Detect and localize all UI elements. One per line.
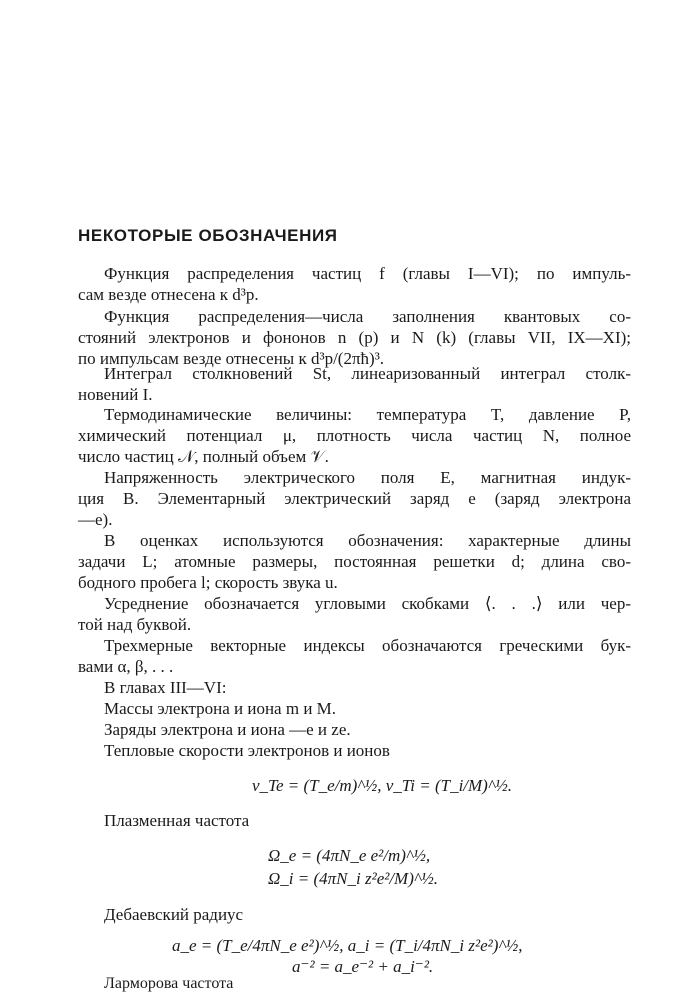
text-line: сам везде отнесена к d³p. [78,285,259,304]
text-line: Напряженность электрического поля E, магнитная индук- [104,468,631,487]
text-line: Трехмерные векторные индексы обозначаются греческими бук- [104,636,631,655]
text-line: Тепловые скорости электронов и ионов [104,741,390,760]
debye-radius-label: Дебаевский радиус [104,905,244,924]
text-line: Функция распределения—числа заполнения квантовых со- [104,307,631,326]
text-line: бодного пробега l; скорость звука u. [78,573,338,592]
formula-thermal-velocity: v_Te = (T_e/m)^½, v_Ti = (T_i/M)^½. [252,776,513,795]
formula-plasma-ion: Ω_i = (4πN_i z²e²/M)^½. [268,869,439,888]
text-line: задачи L; атомные размеры, постоянная решетки d; длина сво- [78,552,631,571]
text-line: по импульсам везде отнесены к d³p/(2πħ)³. [78,349,385,368]
text-line: Функция распределения частиц f (главы I—VI); по импуль- [104,264,631,283]
text-line: химический потенциал μ, плотность числа частиц N, полное [78,426,631,445]
text-line: Заряды электрона и иона —e и ze. [104,720,351,739]
plasma-frequency-label: Плазменная частота [104,811,250,830]
text-line: В главах III—VI: [104,678,227,697]
section-heading: НЕКОТОРЫЕ ОБОЗНАЧЕНИЯ [78,226,338,245]
larmor-frequency-label: Ларморова частота [104,975,234,992]
text-line: новений I. [78,385,153,404]
text-line: ция B. Элементарный электрический заряд e (заряд электрона [78,489,631,508]
formula-debye-total: a⁻² = a_e⁻² + a_i⁻². [292,957,434,976]
text-line: В оценках используются обозначения: характерные длины [104,531,631,550]
text-line: Интеграл столкновений St, линеаризованный интеграл столк- [104,364,631,383]
text-line: вами α, β, . . . [78,657,174,676]
text-line: —e). [78,510,113,529]
formula-debye-radius: a_e = (T_e/4πN_e e²)^½, a_i = (T_i/4πN_i z²e²)^½, [172,936,523,955]
text-line: число частиц 𝒩, полный объем 𝒱. [78,447,329,466]
text-line: Усреднение обозначается угловыми скобками ⟨. . .⟩ или чер- [104,594,631,613]
formula-plasma-electron: Ω_e = (4πN_e e²/m)^½, [268,846,431,865]
text-line: Термодинамические величины: температура T, давление P, [104,405,631,424]
text-line: той над буквой. [78,615,192,634]
text-line: Массы электрона и иона m и M. [104,699,337,718]
text-line: стояний электронов и фононов n (p) и N (k) (главы VII, IX—XI); [78,328,631,347]
